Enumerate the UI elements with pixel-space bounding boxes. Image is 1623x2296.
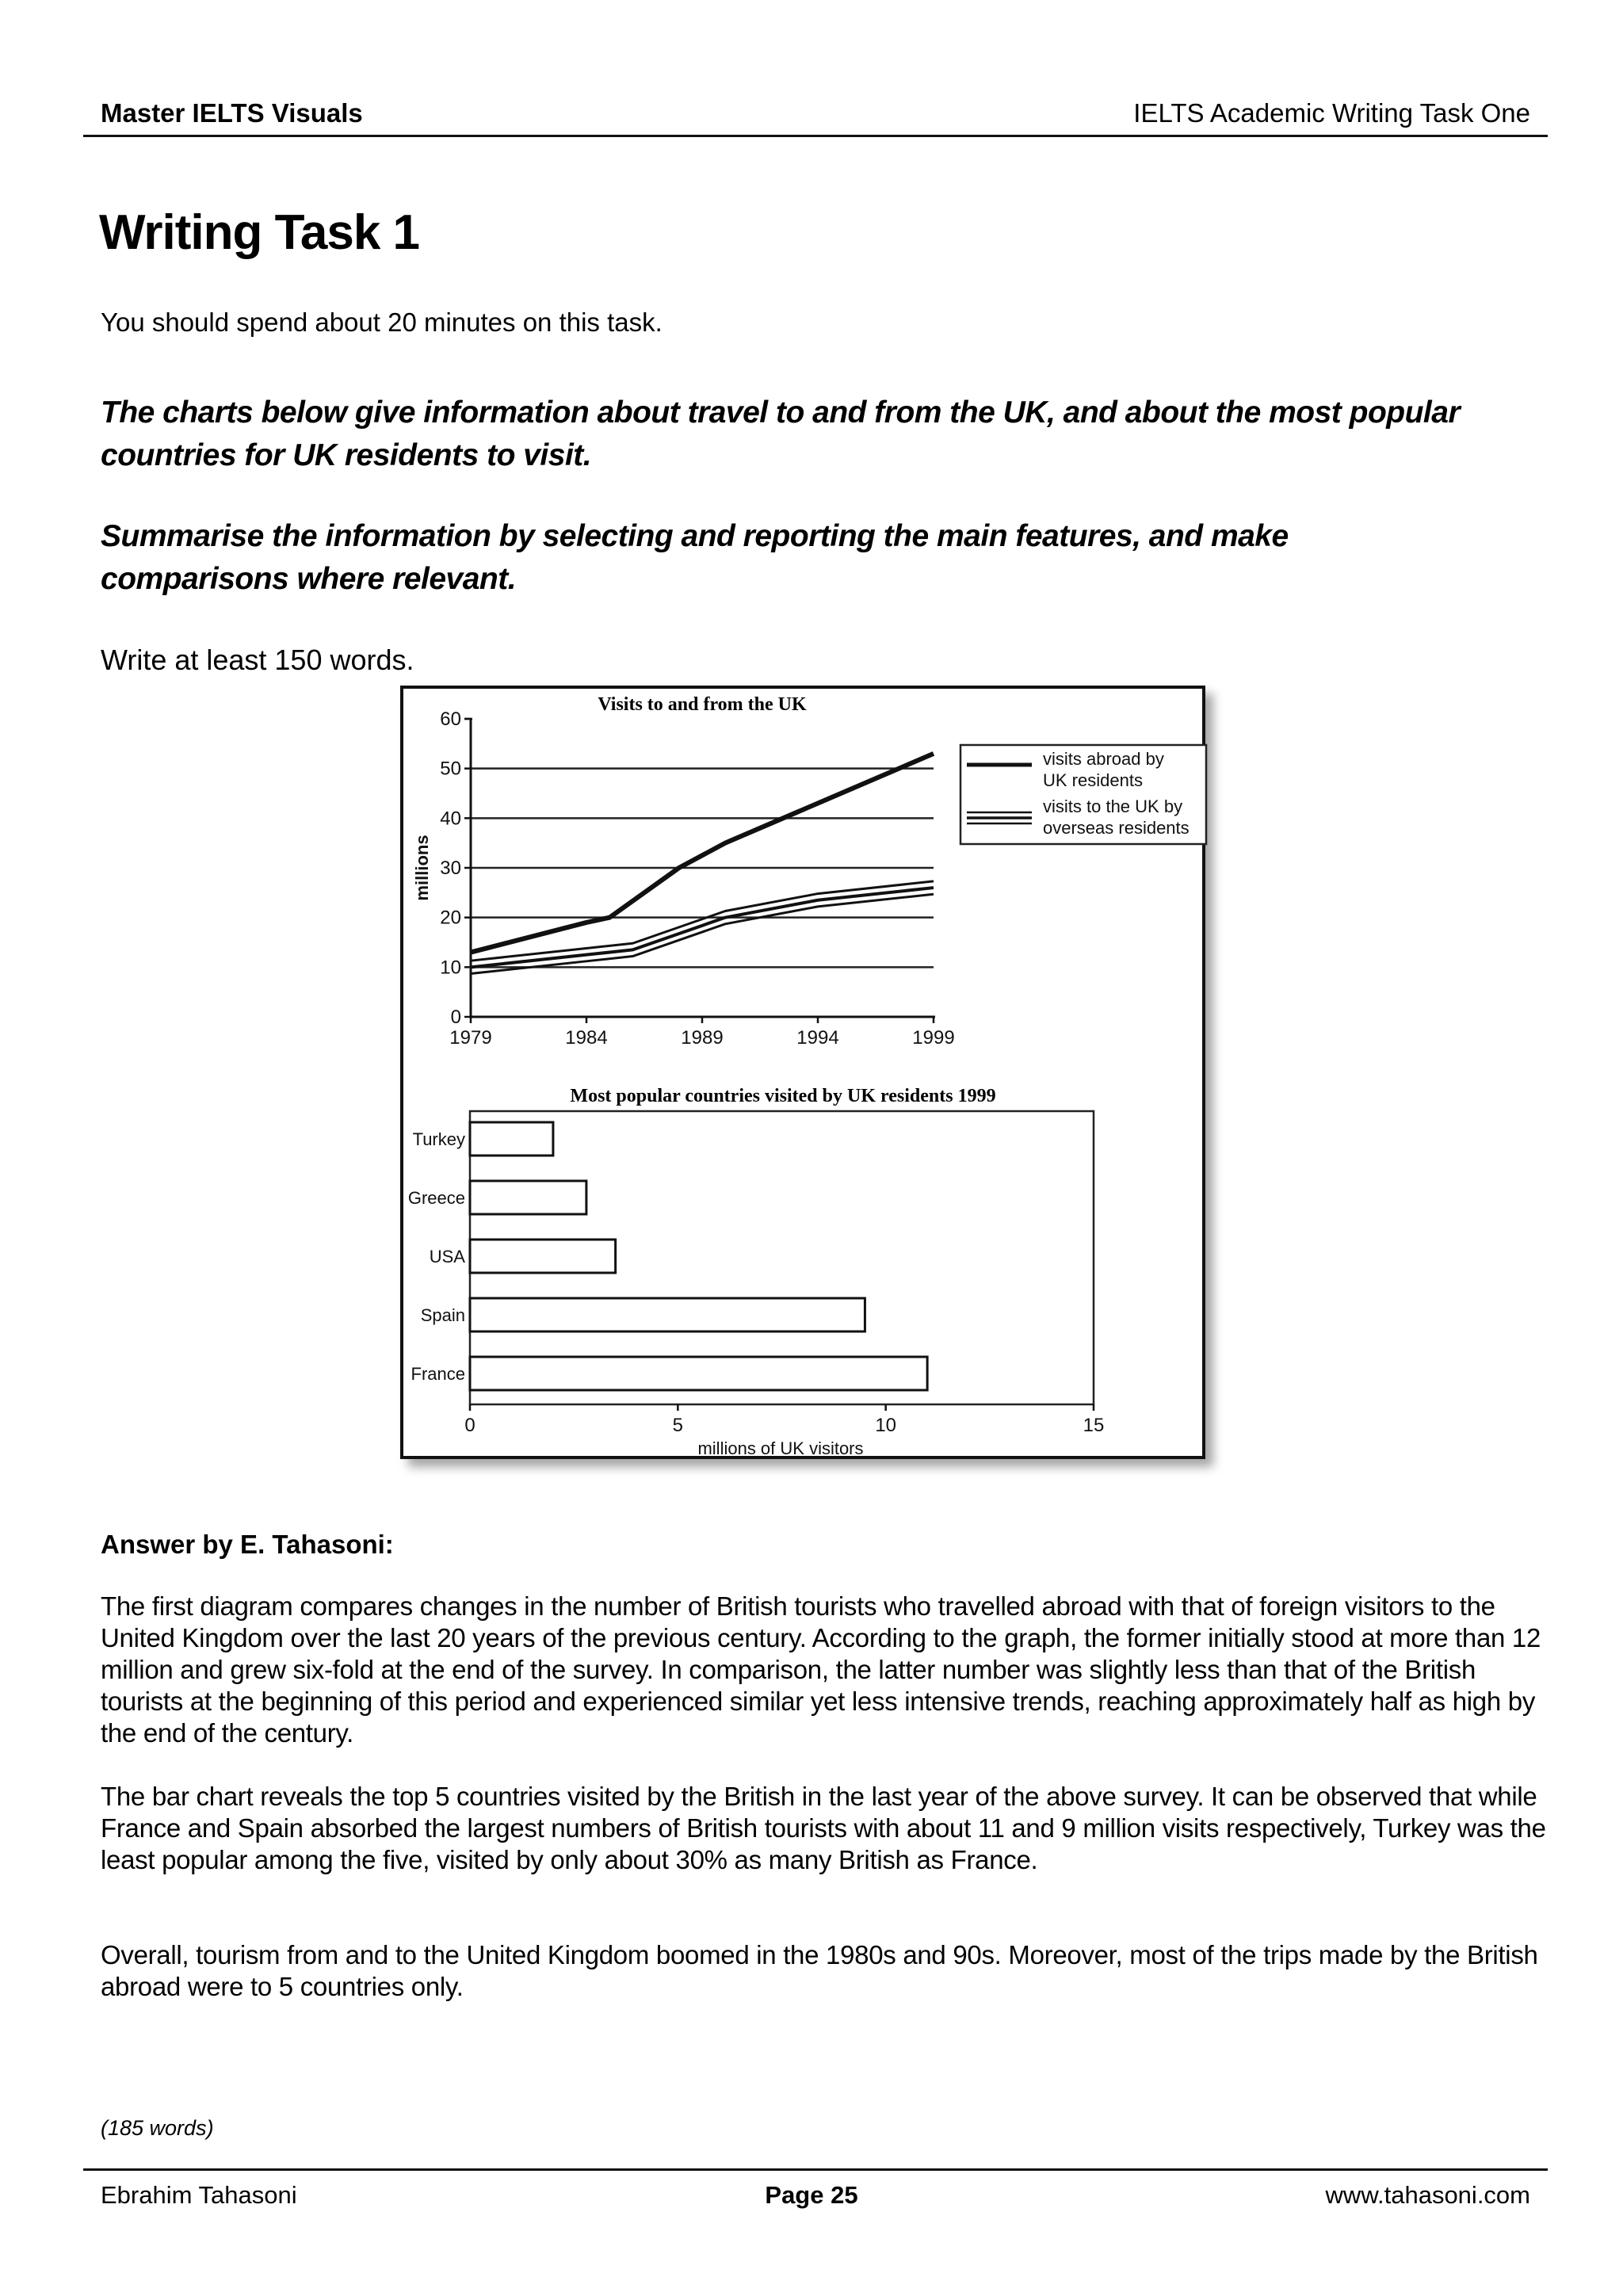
word-count: (185 words) [101, 2116, 214, 2140]
category-label: USA [429, 1247, 465, 1266]
x-tick-label: 1989 [681, 1027, 724, 1049]
line-chart-gridlines [464, 719, 934, 1017]
line-chart-title: Visits to and from the UK [598, 694, 807, 715]
bar-usa [470, 1240, 616, 1273]
line-chart-series [471, 754, 934, 974]
category-label: Greece [407, 1188, 465, 1208]
legend-label-overseas-2: overseas residents [1043, 818, 1190, 838]
time-instruction: You should spend about 20 minutes on this task. [101, 308, 663, 337]
footer-website: www.tahasoni.com [1325, 2181, 1530, 2209]
bar-chart-categories [408, 1129, 465, 1384]
y-tick-label: 20 [440, 907, 461, 929]
bar-turkey [470, 1122, 553, 1156]
series-visits-to-uk [471, 881, 934, 961]
page-title: Writing Task 1 [99, 205, 420, 260]
series-visits-to-uk [471, 888, 934, 967]
header-section-title: IELTS Academic Writing Task One [1133, 98, 1530, 128]
x-tick-label: 15 [1083, 1415, 1105, 1436]
y-tick-label: 60 [440, 709, 461, 730]
answer-heading: Answer by E. Tahasoni: [101, 1530, 394, 1559]
bar-spain [470, 1298, 865, 1331]
y-tick-label: 10 [440, 957, 461, 979]
bar-chart-title: Most popular countries visited by UK residents 1999 [570, 1086, 996, 1106]
bar-greece [470, 1181, 586, 1214]
y-tick-label: 40 [440, 808, 461, 830]
bar-france [470, 1357, 927, 1390]
task-prompt: The charts below give information about travel to and from the UK, and about the most popular countries for UK residents to visit. [101, 395, 1461, 472]
x-tick-label: 1999 [912, 1027, 955, 1049]
answer-paragraph-3: Overall, tourism from and to the United Kingdom boomed in the 1980s and 90s. Moreover, most of the trips made by the British abroad were to 5 countries only. [101, 1940, 1538, 2001]
x-tick-label: 1984 [565, 1027, 608, 1049]
legend-label-overseas-1: visits to the UK by [1043, 797, 1183, 816]
line-chart-y-ticks [440, 709, 461, 1028]
category-label: Turkey [412, 1129, 465, 1149]
x-tick-label: 0 [464, 1415, 475, 1436]
footer-author: Ebrahim Tahasoni [101, 2181, 297, 2209]
min-words-instruction: Write at least 150 words. [101, 644, 414, 676]
answer-paragraph-1: The first diagram compares changes in the number of British tourists who travelled abroad with that of foreign visitors to the United Kingdom over the last 20 years of the previous century. According to the graph, the former initially stood at more than 12 million and grew six-fold at the end of the survey. In comparison, the latter number was slightly less than that of the British tourists at the beginning of this period and experienced similar yet less intensive trends, reaching approximately half as high by the end of the century. [101, 1591, 1541, 1748]
line-chart-legend [960, 745, 1206, 844]
line-chart-y-label: millions [412, 835, 432, 901]
header-book-title: Master IELTS Visuals [101, 98, 363, 128]
answer-paragraph-2: The bar chart reveals the top 5 countries visited by the British in the last year of the above survey. It can be observed that while France and Spain absorbed the largest numbers of British tourists with about 11 and 9 million visits respectively, Turkey was the least popular among the five, visited by only about 30% as many British as France. [101, 1782, 1546, 1874]
line-chart [412, 694, 1206, 1049]
bar-chart-bars [470, 1122, 927, 1390]
footer-rule [83, 2168, 1548, 2171]
legend-label-abroad-2: UK residents [1043, 770, 1143, 790]
legend-label-abroad-1: visits abroad by [1043, 749, 1164, 769]
y-tick-label: 0 [450, 1007, 461, 1028]
footer-page-number: Page 25 [765, 2181, 858, 2209]
line-chart-x-ticks [449, 1017, 954, 1049]
x-tick-label: 5 [672, 1415, 684, 1436]
y-tick-label: 30 [440, 858, 461, 879]
category-label: France [411, 1364, 465, 1384]
bar-chart-x-label: millions of UK visitors [697, 1438, 864, 1458]
bar-chart-x-ticks [464, 1404, 1104, 1436]
x-tick-label: 1979 [449, 1027, 492, 1049]
x-tick-label: 10 [875, 1415, 897, 1436]
y-tick-label: 50 [440, 758, 461, 780]
category-label: Spain [420, 1305, 465, 1325]
series-visits-abroad [471, 754, 934, 953]
bar-chart [408, 1086, 1105, 1458]
task-summarise: Summarise the information by selecting and reporting the main features, and make comparisons where relevant. [101, 519, 1289, 596]
x-tick-label: 1994 [796, 1027, 839, 1049]
